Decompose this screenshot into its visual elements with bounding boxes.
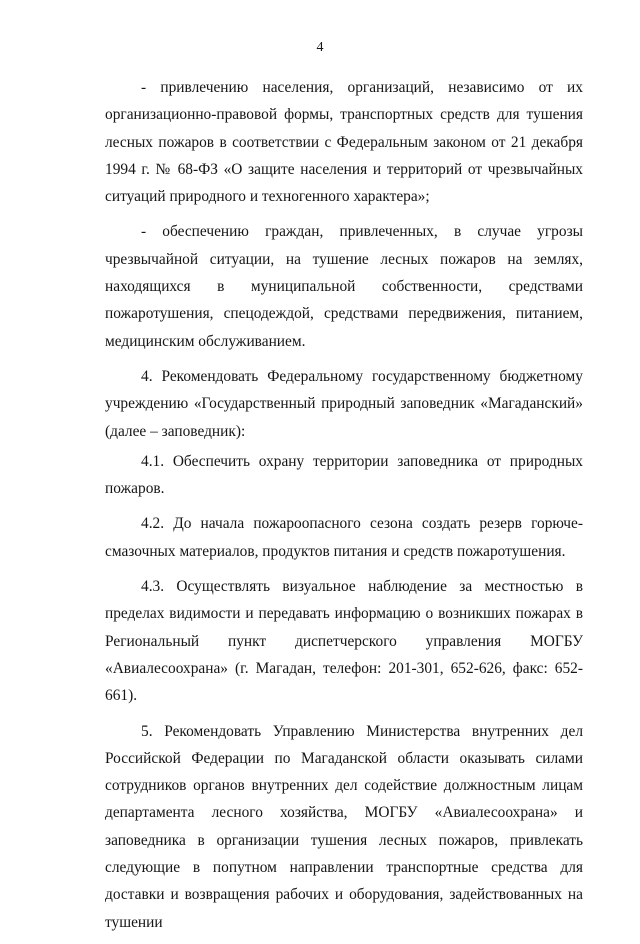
paragraph-item-5: 5. Рекомендовать Управлению Министерства внутренних дел Российской Федерации по Магаданской области оказывать силами сотрудников органов внутренних дел содействие должностным лицам департамента лесного хозяйства, МОГБУ «Авиалесоохрана» и заповедника в организации тушения лесных пожаров, привлекать следующие в попутном направлении транспортные средства для доставки и возвращения рабочих и оборудования, задействованных на тушении [105,722,583,931]
paragraph-item-4-1: 4.1. Обеспечить охрану территории заповедника от природных пожаров. [105,452,583,498]
document-body [105,74,583,944]
paragraph-item-4-3: 4.3. Осуществлять визуальное наблюдение за местностью в пределах видимости и передавать информацию о возникших пожарах в Региональный пункт диспетчерского управления МОГБУ «Авиалесоохрана» (г. Магадан, телефон: 201-301, 652-626, факс: 652-661). [105,578,583,705]
paragraph-item-4-2: 4.2. До начала пожароопасного сезона создать резерв горюче-смазочных материалов, продуктов питания и средств пожаротушения. [105,515,583,560]
paragraph-citizen-provision: - обеспечению граждан, привлеченных, в случае угрозы чрезвычайной ситуации, на тушение лесных пожаров на землях, находящихся в муниципальной собственности, средствами пожаротушения, спецодеждой, средствами передвижения, питанием, медицинским обслуживанием. [105,223,583,350]
page-number: 4 [316,40,324,55]
paragraph-population-involvement: - привлечению населения, организаций, независимо от их организационно-правовой формы, транспортных средств для тушения лесных пожаров в соответствии с Федеральным законом от 21 декабря 1994 г. № 68-ФЗ «О защите населения и территорий от чрезвычайных ситуаций природного и техногенного характера»; [105,79,583,206]
paragraph-item-4: 4. Рекомендовать Федеральному государственному бюджетному учреждению «Государственный природный заповедник «Магаданский» (далее – заповедник): [105,367,583,440]
